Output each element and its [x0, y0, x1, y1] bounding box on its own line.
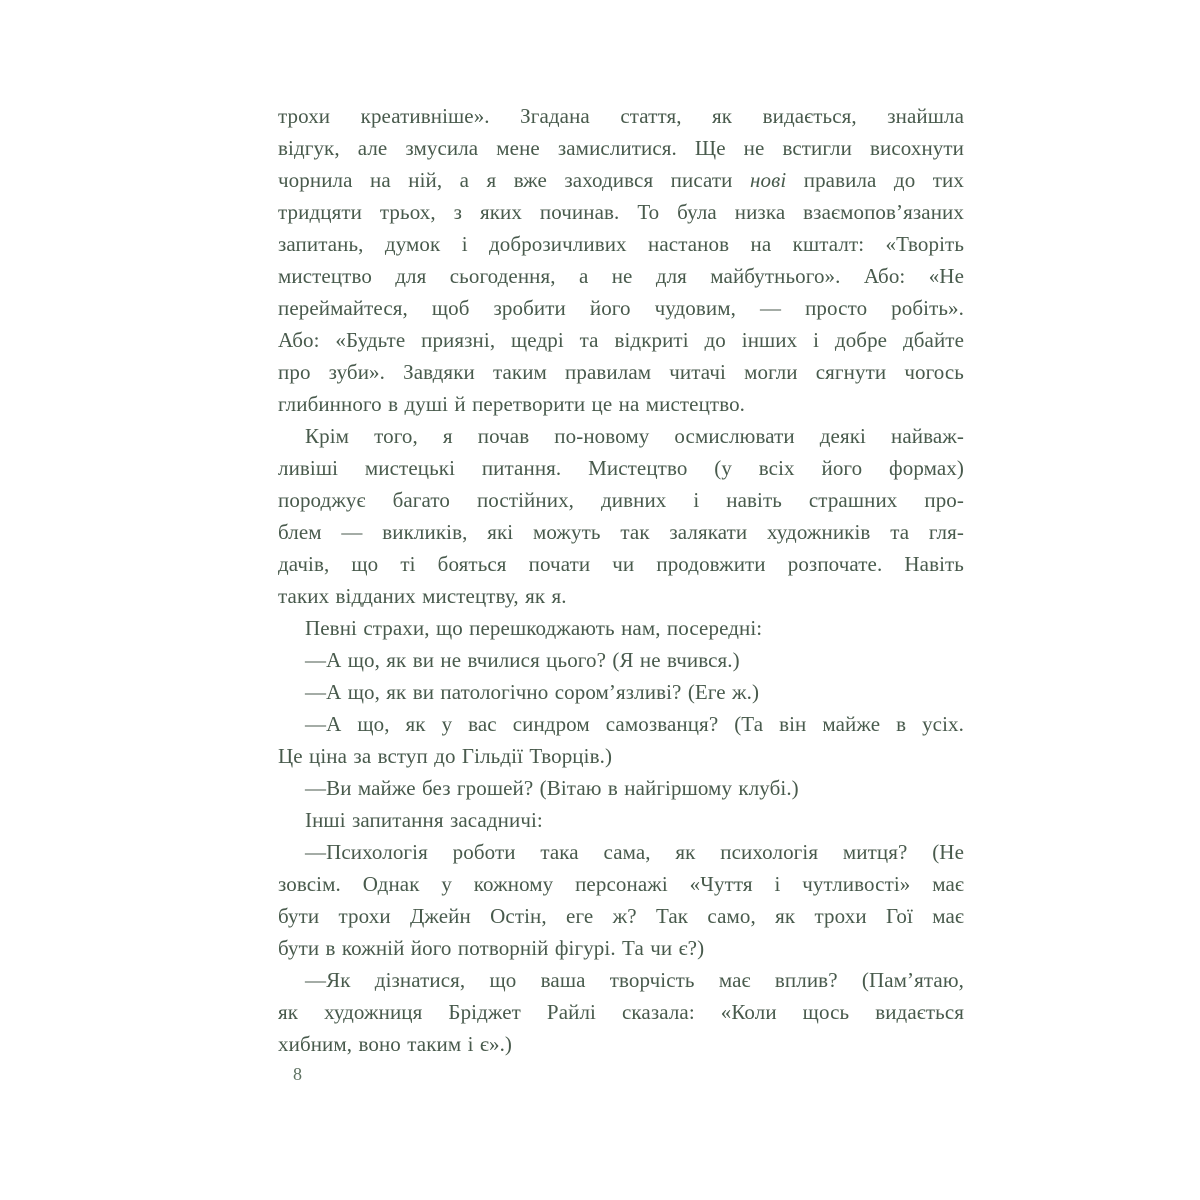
text-segment: Інші запитання засадничі:: [305, 808, 543, 832]
text-line: [278, 260, 964, 292]
text-line: [278, 644, 964, 676]
text-segment: тридцяти трьох, з яких починав. То була низка взаємопов’язаних: [278, 200, 964, 224]
text-line: [278, 740, 964, 772]
text-segment: породжує багато постійних, дивних і навіть страшних про-: [278, 488, 964, 512]
italic-text-segment: нові: [750, 168, 787, 192]
text-line: [278, 804, 964, 836]
text-segment: Або: «Будьте приязні, щедрі та відкриті до інших і добре дбайте: [278, 328, 964, 352]
text-line: [278, 100, 964, 132]
text-segment: глибинного в душі й перетворити це на мистецтво.: [278, 392, 746, 416]
text-line: [278, 868, 964, 900]
text-line: [278, 484, 964, 516]
text-segment: трохи креативніше». Згадана стаття, як видається, знайшла: [278, 104, 964, 128]
text-line: [278, 452, 964, 484]
text-segment: хибним, воно таким і є».): [278, 1032, 513, 1056]
text-segment: —А що, як ви не вчилися цього? (Я не вчився.): [305, 648, 740, 672]
text-line: [278, 132, 964, 164]
text-segment: дачів, що ті бояться почати чи продовжити розпочате. Навіть: [278, 552, 964, 576]
text-segment: як художниця Бріджет Райлі сказала: «Коли щось видається: [278, 1000, 964, 1024]
text-line: [278, 676, 964, 708]
text-segment: зовсім. Однак у кожному персонажі «Чуття і чутливості» має: [278, 872, 964, 896]
text-line: [278, 772, 964, 804]
text-line: [278, 548, 964, 580]
text-line: [278, 996, 964, 1028]
text-segment: Це ціна за вступ до Гільдії Творців.): [278, 744, 613, 768]
text-segment: про зуби». Завдяки таким правилам читачі могли сягнути чогось: [278, 360, 964, 384]
page-number: 8: [293, 1064, 302, 1084]
text-line: [278, 932, 964, 964]
text-line: [278, 196, 964, 228]
text-segment: переймайтеся, щоб зробити його чудовим, — просто робіть».: [278, 296, 964, 320]
text-segment: —А що, як у вас синдром самозванця? (Та він майже в усіх.: [305, 712, 964, 736]
text-line: [278, 836, 964, 868]
text-segment: —А що, як ви патологічно сором’язливі? (Еге ж.): [305, 680, 760, 704]
text-segment: таких відданих мистецтву, як я.: [278, 584, 567, 608]
text-segment: блем — викликів, які можуть так залякати художників та гля-: [278, 520, 964, 544]
page-text-block: [278, 100, 964, 1060]
text-line: [278, 964, 964, 996]
text-segment: правила до тих: [786, 168, 964, 192]
text-line: [278, 292, 964, 324]
text-line: [278, 612, 964, 644]
text-line: [278, 356, 964, 388]
text-line: [278, 580, 964, 612]
text-segment: мистецтво для сьогодення, а не для майбутнього». Або: «Не: [278, 264, 964, 288]
text-segment: ливіші мистецькі питання. Мистецтво (у всіх його формах): [278, 456, 964, 480]
text-line: [278, 516, 964, 548]
text-segment: чорнила на ній, а я вже заходився писати: [278, 168, 750, 192]
text-line: [278, 164, 964, 196]
text-line: [278, 228, 964, 260]
text-line: [278, 420, 964, 452]
text-line: [278, 324, 964, 356]
text-segment: бути трохи Джейн Остін, еге ж? Так само, як трохи Гої має: [278, 904, 964, 928]
text-segment: запитань, думок і доброзичливих настанов на кшталт: «Творіть: [278, 232, 964, 256]
text-segment: —Ви майже без грошей? (Вітаю в найгіршому клубі.): [305, 776, 799, 800]
text-segment: Крім того, я почав по-новому осмислювати деякі найваж-: [305, 424, 964, 448]
text-line: [278, 900, 964, 932]
text-segment: —Як дізнатися, що ваша творчість має вплив? (Пам’ятаю,: [305, 968, 964, 992]
text-segment: Певні страхи, що перешкоджають нам, посередні:: [305, 616, 763, 640]
text-line: [278, 708, 964, 740]
text-line: [278, 388, 964, 420]
text-line: [278, 1028, 964, 1060]
text-segment: —Психологія роботи така сама, як психологія митця? (Не: [305, 840, 964, 864]
text-segment: бути в кожній його потворній фігурі. Та чи є?): [278, 936, 705, 960]
text-segment: відгук, але змусила мене замислитися. Ще не встигли висохнути: [278, 136, 964, 160]
